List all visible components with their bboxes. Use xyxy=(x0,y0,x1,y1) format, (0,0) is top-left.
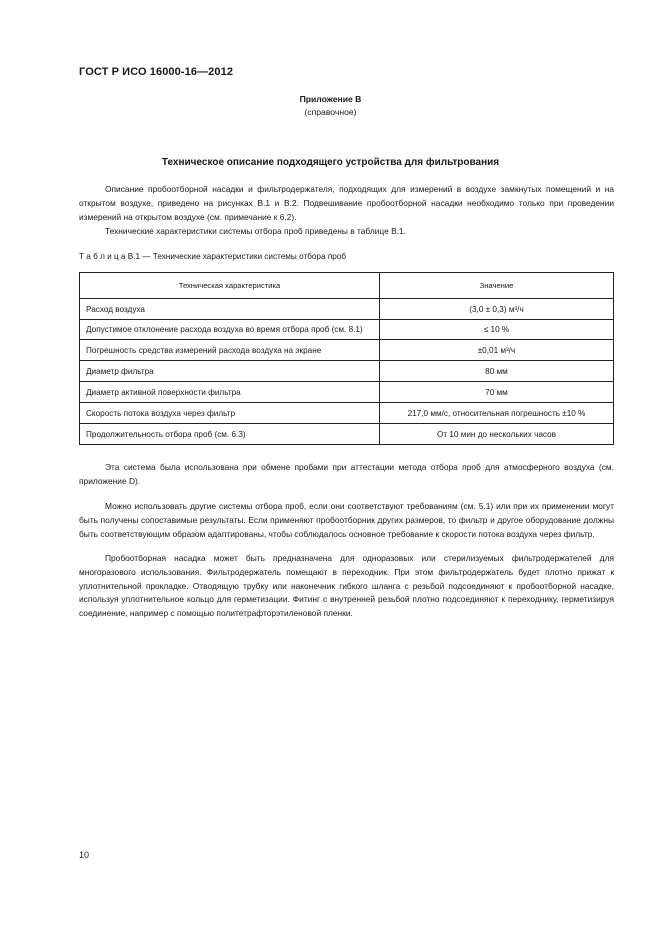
table-cell-value: От 10 мин до нескольких часов xyxy=(380,424,614,445)
table-header-characteristic: Техническая характеристика xyxy=(80,273,380,299)
table-row xyxy=(80,403,614,424)
body-paragraph-1: Эта система была использована при обмене пробами при аттестации метода отбора проб для атмосферного воздуха (см. приложение D). xyxy=(79,462,614,486)
table-caption: Т а б л и ц а В.1 — Технические характеристики системы отбора проб xyxy=(79,252,347,261)
table-cell-characteristic: Расход воздуха xyxy=(80,299,380,320)
section-title: Техническое описание подходящего устройства для фильтрования xyxy=(161,157,500,168)
table-cell-characteristic: Погрешность средства измерений расхода воздуха на экране xyxy=(80,340,380,361)
table-cell-characteristic: Продолжительность отбора проб (см. 6.3) xyxy=(80,424,380,445)
table-cell-value: 70 мм xyxy=(380,382,614,403)
table-row xyxy=(80,424,614,445)
document-header: ГОСТ Р ИСО 16000-16—2012 xyxy=(79,66,234,78)
table-cell-value: ±0,01 м³/ч xyxy=(380,340,614,361)
body-paragraph-2: Можно использовать другие системы отбора проб, если они соответствуют требованиям (см. 5.1) или при их применении могут быть получены сопоставимые результаты. Если применяют пробоотборник других размеров, то фильтр и другое оборудование должны быть соответствующим образом адаптированы, чтобы соблюдалось основное требование к скорости потока воздуха через фильтр. xyxy=(79,501,614,539)
page-number: 10 xyxy=(79,850,90,860)
table-cell-value: (3,0 ± 0,3) м³/ч xyxy=(380,299,614,320)
table-cell-characteristic: Диаметр активной поверхности фильтра xyxy=(80,382,380,403)
table-cell-value: 80 мм xyxy=(380,361,614,382)
appendix-heading xyxy=(0,93,661,119)
table-cell-characteristic: Скорость потока воздуха через фильтр xyxy=(80,403,380,424)
table-row xyxy=(80,361,614,382)
table-header-value: Значение xyxy=(380,273,614,299)
table-header-row xyxy=(80,273,614,299)
intro-paragraph-2: Технические характеристики системы отбора проб приведены в таблице В.1. xyxy=(105,226,406,236)
table-row xyxy=(80,320,614,340)
table-cell-value: ≤ 10 % xyxy=(380,320,614,340)
body-paragraph-3: Пробоотборная насадка может быть предназначена для одноразовых или стерилизуемых фильтродержателей для многоразового использования. Фильтродержатель помещают в переходник. При этом фильтродержатель будет плотно прижат к уплотнительной прокладке. Отводящую трубку или наконечник гибкого шланга с резьбой подсоединяют к пробоотборной насадке, используя уплотнительное кольцо для герметизации. Фитинг с внутренней резьбой плотно подсоединяют к переходнику, герметизируя соединение, например с помощью политетрафторэтиленовой пленки. xyxy=(79,553,614,619)
table-row xyxy=(80,340,614,361)
table-row xyxy=(80,382,614,403)
table-cell-value: 217,0 мм/с, относительная погрешность ±10 % xyxy=(380,403,614,424)
appendix-subtitle: (справочное) xyxy=(304,107,357,117)
spec-table xyxy=(79,272,614,445)
table-cell-characteristic: Допустимое отклонение расхода воздуха во время отбора проб (см. 8.1) xyxy=(80,320,380,340)
table-cell-characteristic: Диаметр фильтра xyxy=(80,361,380,382)
appendix-title: Приложение В xyxy=(299,94,362,104)
intro-paragraph-1: Описание пробоотборной насадки и фильтродержателя, подходящих для измерений в воздухе замкнутых помещений и на открытом воздухе, приведено на рисунках В.1 и В.2. Подвешивание пробоотборной насадки необходимо только при проведении измерений на открытом воздухе (см. примечание к 6.2). xyxy=(79,184,614,222)
table-row xyxy=(80,299,614,320)
